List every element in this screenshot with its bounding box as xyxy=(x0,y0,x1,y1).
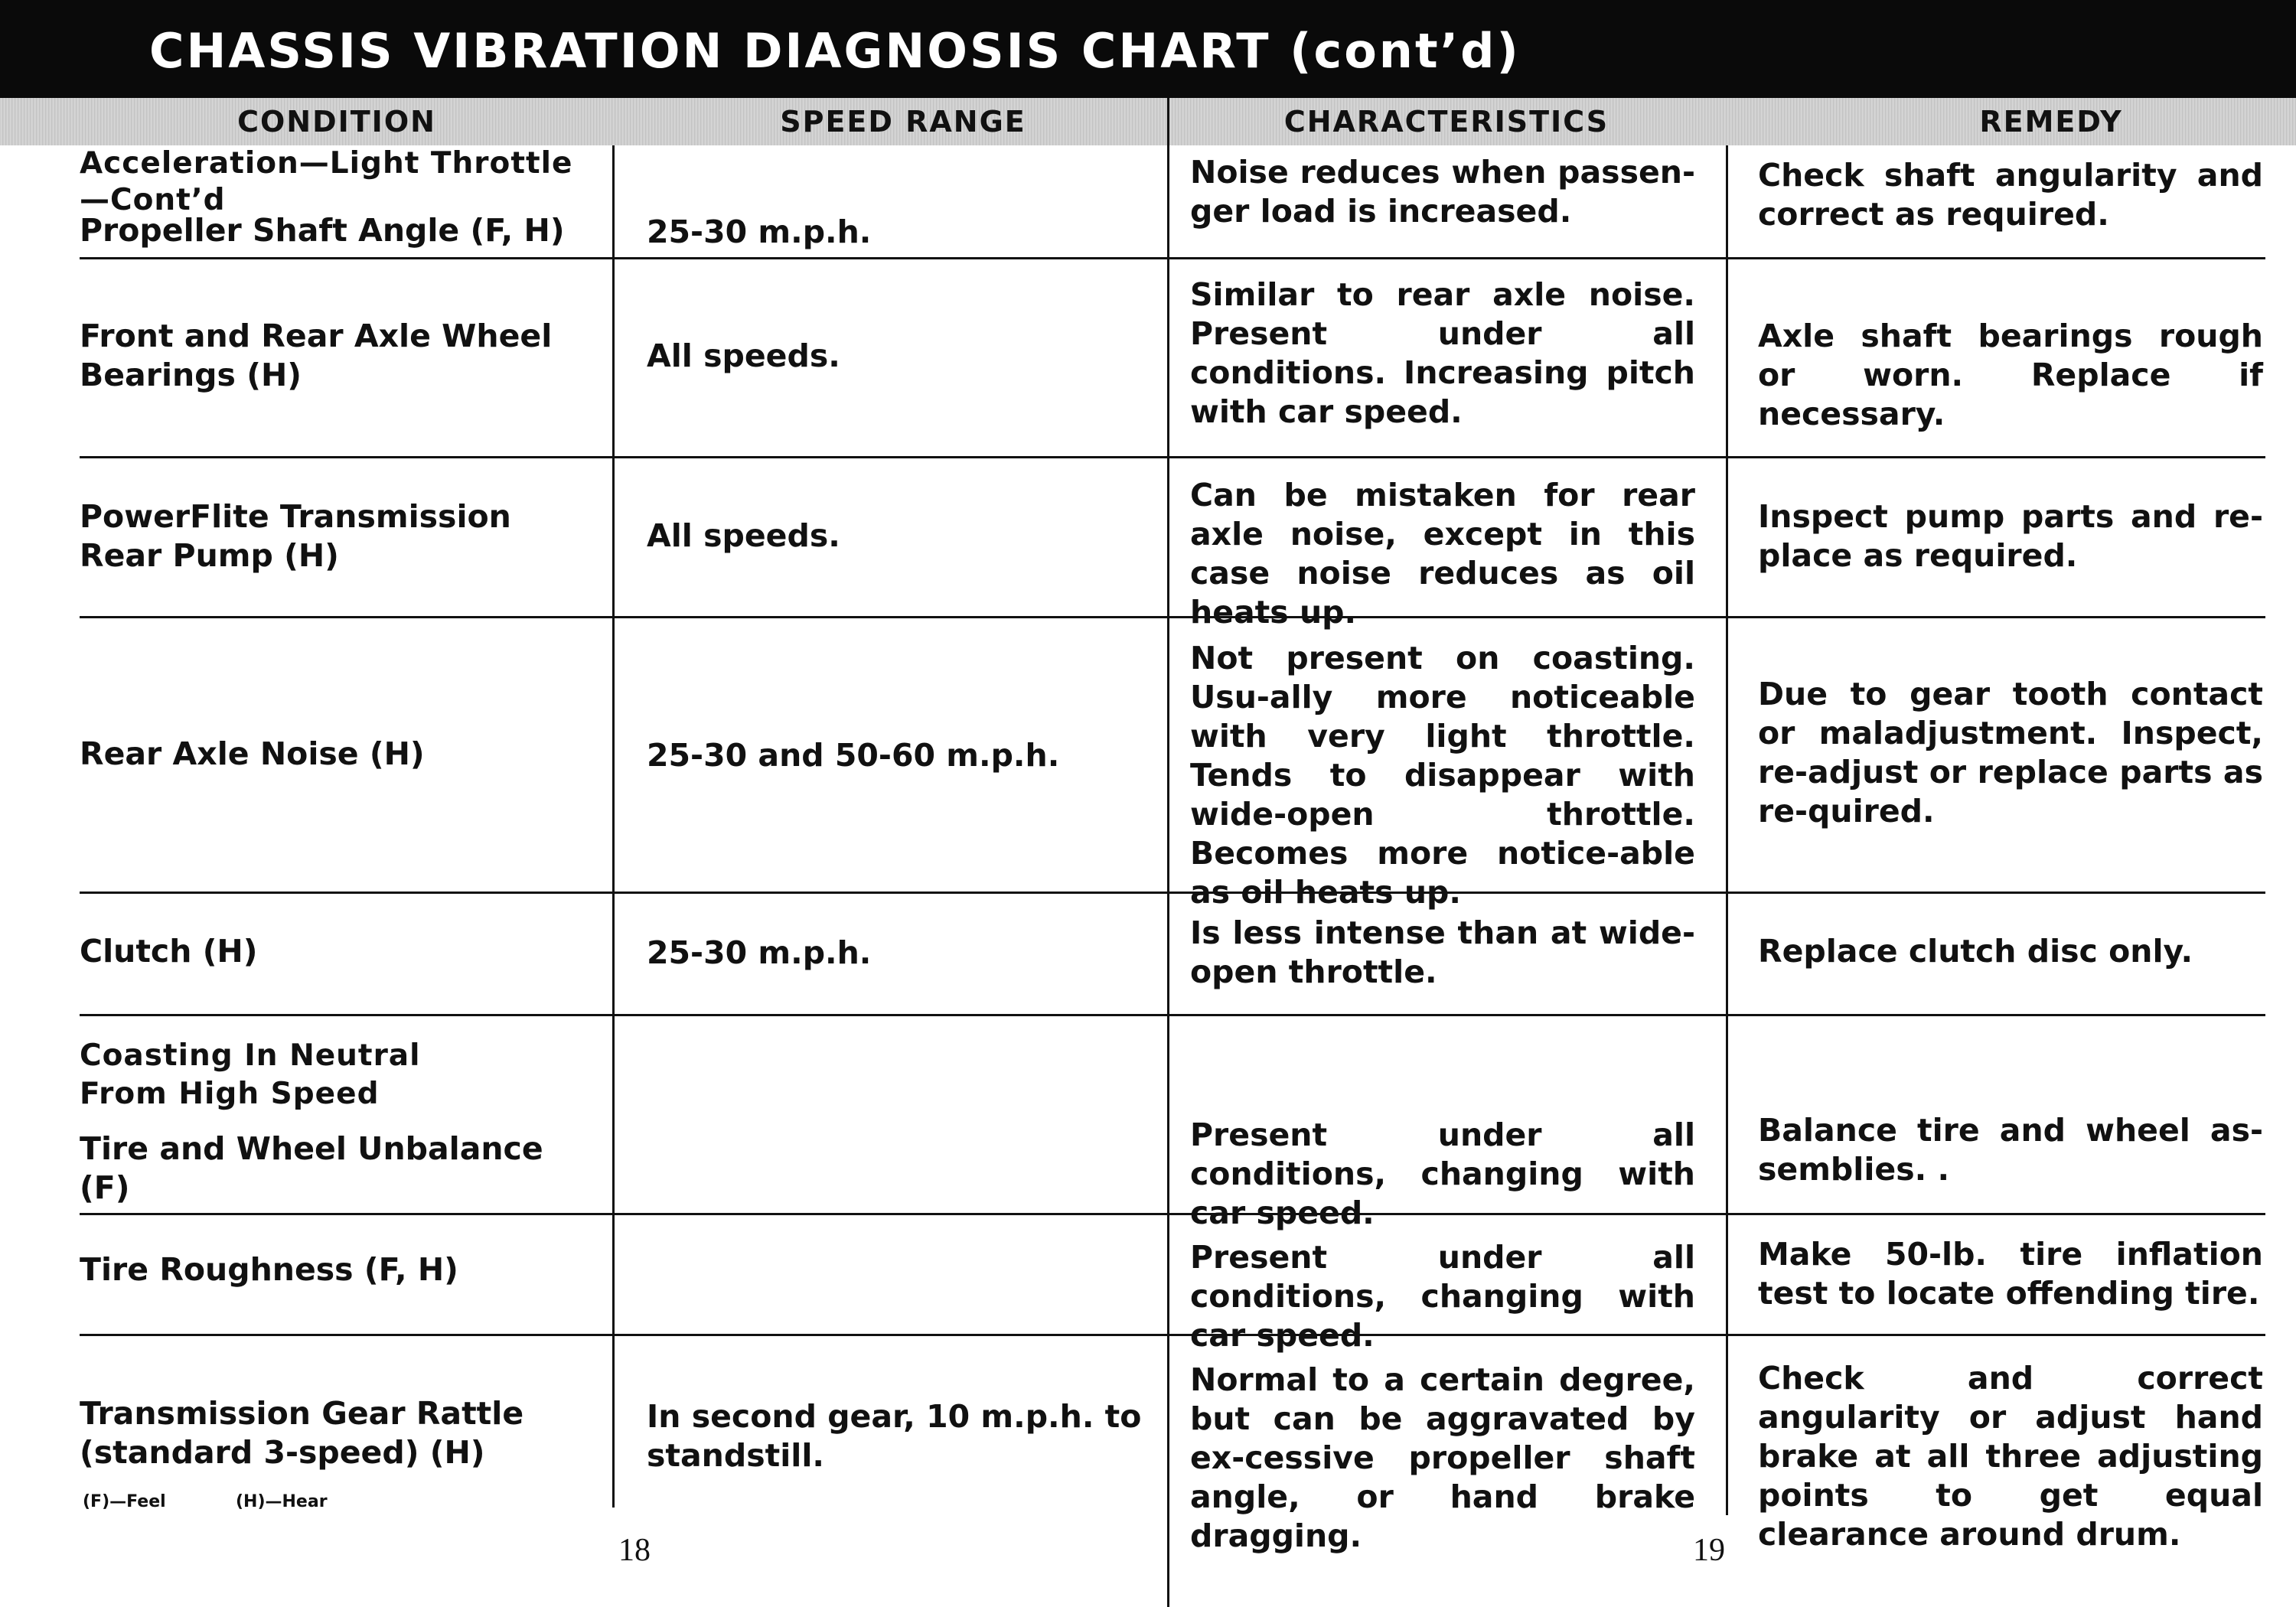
page-number-right: 19 xyxy=(1693,1533,1725,1568)
row-speed-range: 25-30 m.p.h. xyxy=(647,214,872,250)
row-condition: Transmission Gear Rattle (standard 3-speed) (H) xyxy=(80,1395,524,1471)
row-divider xyxy=(80,257,2265,259)
page-title: CHASSIS VIBRATION DIAGNOSIS CHART (cont’d) xyxy=(149,23,1521,79)
row-divider xyxy=(80,616,2265,618)
row-condition: Propeller Shaft Angle (F, H) xyxy=(80,212,565,249)
row-speed-range: 25-30 m.p.h. xyxy=(647,934,872,971)
row-remedy: Inspect pump parts and re-place as required. xyxy=(1758,498,2263,574)
row-speed-range: All speeds. xyxy=(647,517,840,554)
row-remedy: Make 50-lb. tire inflation test to locate offending tire. xyxy=(1758,1236,2263,1312)
row-condition: Clutch (H) xyxy=(80,933,258,970)
footnote-hear: (H)—Hear xyxy=(236,1492,328,1511)
row-remedy: Due to gear tooth contact or maladjustment. Inspect, re-adjust or replace parts as re-quired. xyxy=(1758,676,2263,830)
title-bar xyxy=(0,0,2296,98)
page-number-left: 18 xyxy=(618,1533,651,1568)
row-condition: Front and Rear Axle Wheel Bearings (H) xyxy=(80,318,553,393)
row-condition: Rear Axle Noise (H) xyxy=(80,735,425,772)
row-characteristics: Is less intense than at wide-open throttle. xyxy=(1190,914,1695,990)
row-remedy: Check shaft angularity and correct as required. xyxy=(1758,157,2263,233)
header-characteristics: CHARACTERISTICS xyxy=(1283,105,1609,139)
group-heading: From High Speed xyxy=(80,1077,380,1111)
row-divider xyxy=(80,1334,2265,1336)
row-characteristics: Noise reduces when passen-ger load is increased. xyxy=(1190,154,1695,230)
row-condition: Tire and Wheel Unbalance (F) xyxy=(80,1130,543,1206)
row-characteristics: Present under all conditions, changing with car speed. xyxy=(1190,1116,1695,1231)
row-divider xyxy=(80,892,2265,894)
row-divider xyxy=(80,1014,2265,1016)
row-speed-range: 25-30 and 50-60 m.p.h. xyxy=(647,737,1060,774)
header-condition: CONDITION xyxy=(237,105,436,139)
header-remedy: REMEDY xyxy=(1979,105,2123,139)
page-spine-rule xyxy=(1167,98,1169,1607)
row-characteristics: Normal to a certain degree, but can be aggravated by ex-cessive propeller shaft angle, or hand brake dragging. xyxy=(1190,1361,1695,1554)
row-characteristics: Can be mistaken for rear axle noise, except in this case noise reduces as oil heats up. xyxy=(1190,477,1695,631)
group-heading: Acceleration—Light Throttle—Cont’d xyxy=(80,146,573,217)
row-characteristics: Similar to rear axle noise. Present under all conditions. Increasing pitch with car speed. xyxy=(1190,276,1695,430)
row-speed-range: All speeds. xyxy=(647,337,840,374)
row-condition: Tire Roughness (F, H) xyxy=(80,1251,458,1288)
row-remedy: Check and correct angularity or adjust hand brake at all three adjusting points to get equal clearance around drum. xyxy=(1758,1360,2263,1553)
column-rule-speed xyxy=(612,145,615,1508)
row-condition: PowerFlite Transmission Rear Pump (H) xyxy=(80,498,511,574)
row-divider xyxy=(80,456,2265,458)
row-characteristics: Present under all conditions, changing with car speed. xyxy=(1190,1239,1695,1354)
row-divider xyxy=(80,1213,2265,1215)
group-heading: Coasting In Neutral xyxy=(80,1038,421,1073)
footnote-feel: (F)—Feel xyxy=(83,1492,166,1511)
row-remedy: Replace clutch disc only. xyxy=(1758,933,2193,970)
row-speed-range: In second gear, 10 m.p.h. to standstill. xyxy=(647,1398,1142,1474)
header-speed-range: SPEED RANGE xyxy=(780,105,1026,139)
row-remedy: Balance tire and wheel as-semblies. . xyxy=(1758,1112,2263,1188)
row-characteristics: Not present on coasting. Usu-ally more noticeable with very light throttle. Tends to disappear with wide-open throttle. Becomes more notice-able as oil heats up. xyxy=(1190,640,1695,911)
column-rule-remedy xyxy=(1726,145,1728,1515)
row-remedy: Axle shaft bearings rough or worn. Replace if necessary. xyxy=(1758,318,2263,432)
